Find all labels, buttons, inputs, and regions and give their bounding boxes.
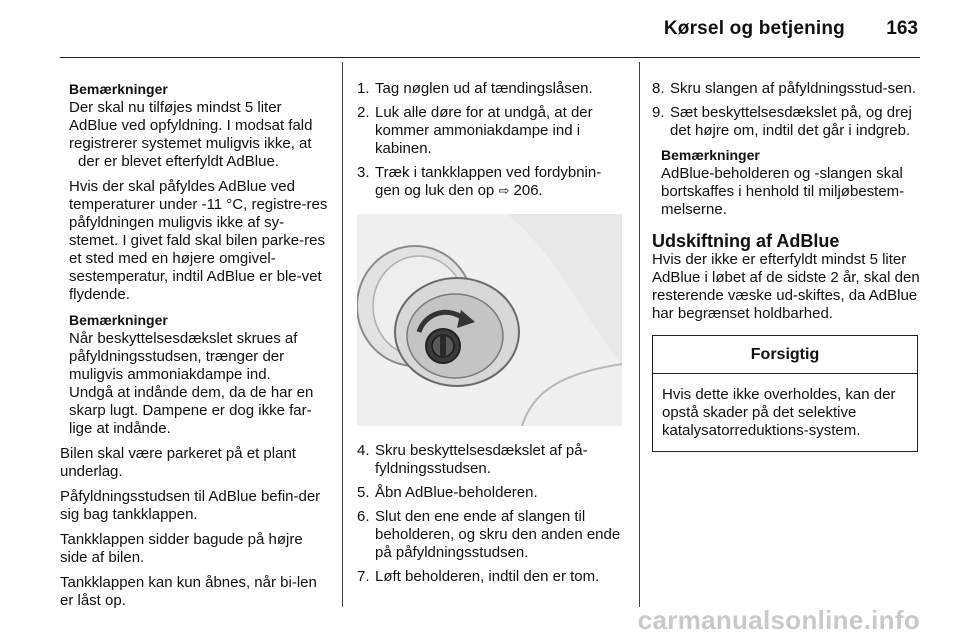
step-text-with-ref	[375, 164, 625, 200]
step-text: Skru beskyttelsesdækslet af på-fyldningsstudsen.	[375, 442, 588, 477]
note-line: muligvis ammoniakdampe ind.	[69, 366, 271, 383]
list-item	[357, 508, 625, 562]
page-ref-link[interactable]: 206.	[513, 182, 543, 199]
note-line: Der skal nu tilføjes mindst 5 liter	[69, 99, 282, 116]
step-text: Træk i tankklappen ved fordybnin-gen og luk den op	[375, 164, 602, 199]
step-number: 2.	[357, 104, 370, 121]
note-line: registrerer systemet muligvis ikke, at der er blevet efterfyldt AdBlue.	[69, 135, 312, 170]
note-box-3	[652, 146, 922, 219]
step-text: Skru slangen af påfyldningsstud-sen.	[670, 80, 916, 97]
step-text: Åbn AdBlue-beholderen.	[375, 484, 538, 501]
step-number: 4.	[357, 442, 370, 459]
step-number: 6.	[357, 508, 370, 525]
body-paragraph: Bilen skal være parkeret på et plant underlag.	[60, 445, 296, 480]
section-heading: Udskiftning af AdBlue	[652, 231, 840, 251]
step-number: 9.	[652, 104, 665, 121]
note-paragraph	[60, 99, 328, 171]
column-1	[60, 80, 328, 617]
note-line: Undgå at indånde dem, da de har en skarp lugt. Dampene er dog ikke far-lige at indånde.	[69, 384, 314, 437]
step-text: Tag nøglen ud af tændingslåsen.	[375, 80, 593, 97]
step-text: Luk alle døre for at undgå, at der kommer ammoniakdampe ind i kabinen.	[375, 104, 593, 157]
column-divider-2	[639, 62, 640, 607]
steps-list-c	[652, 80, 922, 140]
column-divider-1	[342, 62, 343, 607]
note-line: påfyldningsstudsen, trænger der	[69, 348, 285, 365]
note-title: Bemærkninger	[69, 312, 168, 328]
header-divider	[60, 57, 920, 58]
list-item	[357, 442, 625, 478]
step-number: 8.	[652, 80, 665, 97]
body-paragraph: Tankklappen sidder bagude på højre side af bilen.	[60, 531, 303, 566]
list-item	[357, 104, 625, 158]
note-title: Bemærkninger	[69, 81, 168, 97]
note-title: Bemærkninger	[661, 147, 760, 163]
step-number: 5.	[357, 484, 370, 501]
list-item	[357, 568, 625, 586]
note-paragraph	[69, 330, 328, 438]
step-number: 3.	[357, 164, 370, 181]
fuel-flap-icon	[357, 214, 622, 426]
step-number: 1.	[357, 80, 370, 97]
list-item	[652, 80, 922, 98]
body-paragraph: Tankklappen kan kun åbnes, når bi-len er låst op.	[60, 574, 317, 609]
step-text: Sæt beskyttelsesdækslet på, og drej det højre om, indtil det går i indgreb.	[670, 104, 912, 139]
column-3	[652, 80, 922, 452]
list-item	[652, 104, 922, 140]
page-header-title: Kørsel og betjening	[663, 18, 845, 39]
step-text: Løft beholderen, indtil den er tom.	[375, 568, 600, 585]
list-item	[357, 80, 625, 98]
page-ref-arrow-icon[interactable]: ⇨	[498, 183, 510, 198]
note-line: Når beskyttelsesdækslet skrues af	[69, 330, 298, 347]
step-text: Slut den ene ende af slangen til beholderen, og skru den anden ende på påfyldningsstudsen.	[375, 508, 621, 561]
step-number: 7.	[357, 568, 370, 585]
caution-box	[652, 335, 918, 452]
note-box-2	[60, 311, 328, 438]
column-2	[357, 80, 625, 592]
page-number: 163	[886, 18, 918, 39]
caution-text: Hvis dette ikke overholdes, kan der opstå skader på det selektive katalysatorreduktions-system.	[662, 386, 896, 439]
fuel-flap-illustration	[357, 214, 622, 426]
note-box-1	[60, 80, 328, 304]
body-paragraph: Hvis der ikke er efterfyldt mindst 5 liter AdBlue i løbet af de sidste 2 år, skal den resterende væske ud-skiftes, da AdBlue har begrænset holdbarhed.	[652, 251, 920, 322]
note-paragraph: AdBlue-beholderen og -slangen skal bortskaffes i henhold til miljøbestem-melserne.	[661, 165, 905, 218]
caution-title: Forsigtig	[653, 336, 917, 374]
body-paragraph: Påfyldningsstudsen til AdBlue befin-der sig bag tankklappen.	[60, 488, 321, 523]
note-paragraph: Hvis der skal påfyldes AdBlue ved temperaturer under -11 °C, registre-res påfyldningen muligvis ikke af sy-stemet. I givet fald skal bilen parke-res et sted med en højere omgivel-sestemperatur, indtil AdBlue er ble-vet flydende.	[69, 178, 328, 303]
watermark: carmanualsonline.info	[637, 605, 920, 635]
list-item	[357, 164, 625, 200]
steps-list-b	[357, 442, 625, 586]
steps-list-a	[357, 80, 625, 200]
note-line: AdBlue ved opfyldning. I modsat fald	[69, 117, 313, 134]
list-item	[357, 484, 625, 502]
